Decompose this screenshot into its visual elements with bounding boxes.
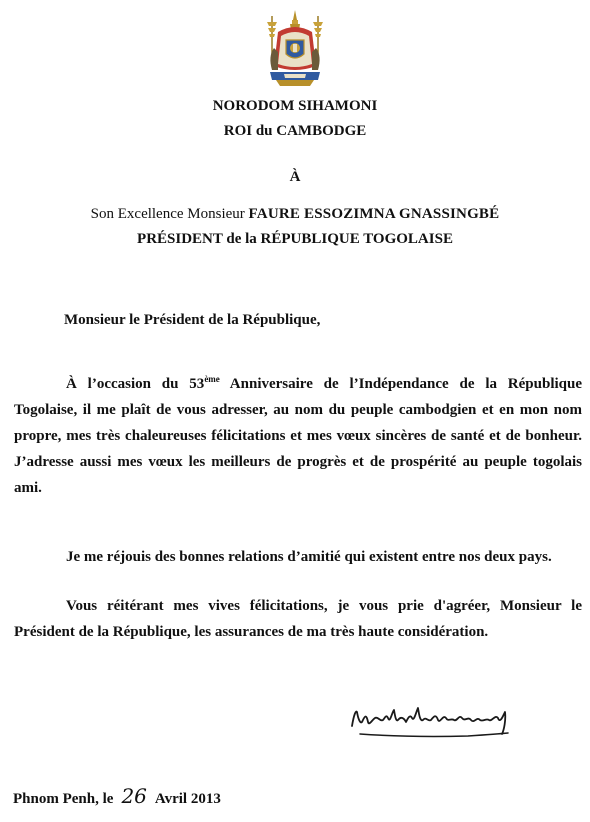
recipient-line-1 xyxy=(0,205,590,223)
salutation: Monsieur le Président de la République, xyxy=(64,312,321,328)
date-day-handwritten: 26 xyxy=(121,784,147,808)
sender-name: NORODOM SIHAMONI xyxy=(212,98,378,114)
date-month-year: Avril 2013 xyxy=(154,791,221,807)
recipient-line-2: PRÉSIDENT de la RÉPUBLIQUE TOGOLAISE xyxy=(137,231,453,247)
body-paragraph-1: À l’occasion du 53ème Anniversaire de l’Indépendance de la République Togolaise, il me plaît de vous adresser, au nom du peuple cambodgien et en mon nom propre, mes très chaleureuses félicitations et mes vœux sincères de santé et de bonheur. J’adresse aussi mes vœux les meilleurs de progrès et de prospérité au peuple togolais ami. xyxy=(14,374,582,496)
recipient-name: FAURE ESSOZIMNA GNASSINGBÉ xyxy=(248,206,500,222)
date-line xyxy=(13,784,221,808)
body-paragraph-3: Vous réitérant mes vives félicitations, je vous prie d'agréer, Monsieur le Président de la République, les assurances de ma très haute considération. xyxy=(14,598,582,640)
sender-title: ROI du CAMBODGE xyxy=(223,123,367,139)
royal-emblem-icon xyxy=(262,8,328,90)
signature-image xyxy=(348,700,528,746)
recipient-prefix: Son Excellence Monsieur xyxy=(90,206,249,222)
addressee-preposition: À xyxy=(289,169,301,185)
date-place: Phnom Penh, le xyxy=(13,791,114,807)
body-paragraph-2: Je me réjouis des bonnes relations d’amitié qui existent entre nos deux pays. xyxy=(66,549,552,565)
